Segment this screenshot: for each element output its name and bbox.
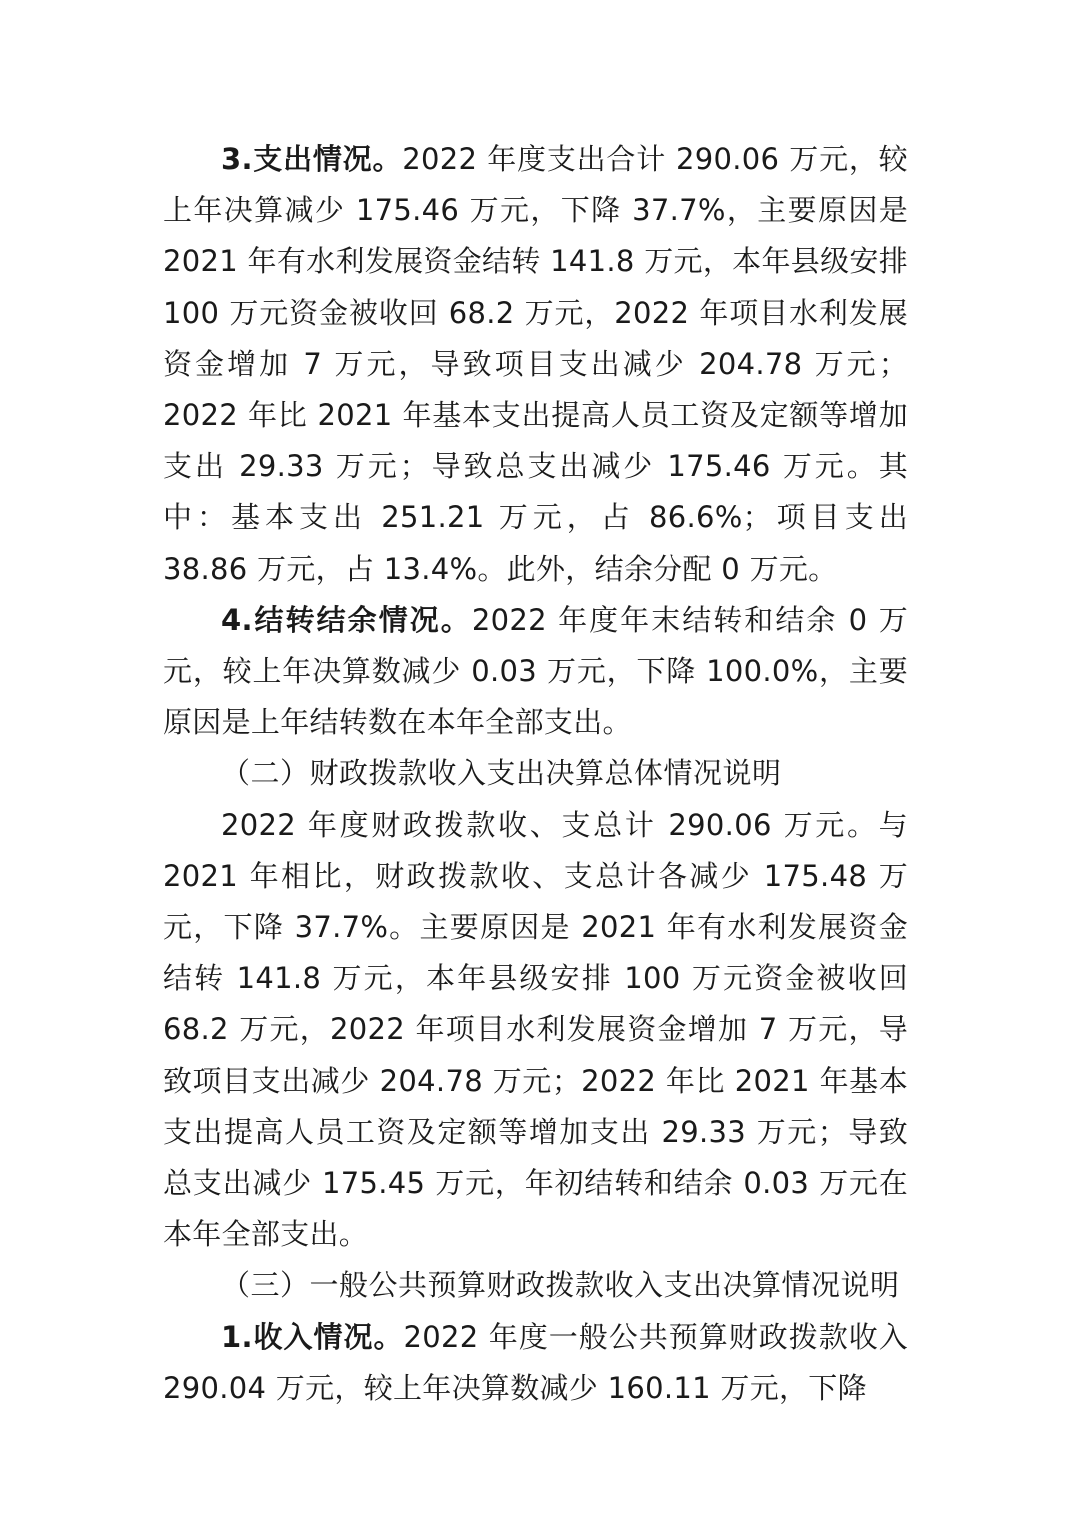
- section-heading-2: （二）财政拨款收入支出决算总体情况说明: [221, 756, 782, 791]
- paragraph-income: [163, 1312, 908, 1414]
- paragraph-carryover: [163, 595, 908, 749]
- paragraph-expenditure: [163, 134, 908, 595]
- income-lead: 1.收入情况。: [221, 1319, 404, 1354]
- carryover-text: 2022 年度年末结转和结余 0 万元，较上年决算数减少 0.03 万元，下降 100.0%，主要原因是上年结转数在本年全部支出。: [163, 602, 908, 740]
- expenditure-text: 2022 年度支出合计 290.06 万元，较上年决算减少 175.46 万元，下降 37.7%，主要原因是 2021 年有水利发展资金结转 141.8 万元，本年县级安排 100 万元资金被收回 68.2 万元，2022 年项目水利发展资金增加 7 万元，导致项目支出减少 204.78 万元；2022 年比 2021 年基本支出提高人员工资及定额等增加支出 29.33 万元；导致总支出减少 175.46 万元。其中：基本支出 251.21 万元，占 86.6%；项目支出 38.86 万元，占 13.4%。此外，结余分配 0 万元。: [163, 142, 908, 586]
- income-text: 2022 年度一般公共预算财政拨款收入 290.04 万元，较上年决算数减少 160.11 万元，下降: [163, 1319, 908, 1405]
- carryover-lead: 4.结转结余情况。: [221, 602, 472, 637]
- expenditure-lead: 3.支出情况。: [221, 142, 403, 176]
- section-heading-3: （三）一般公共预算财政拨款收入支出决算情况说明: [221, 1268, 900, 1303]
- paragraph-fiscal-total: 2022 年度财政拨款收、支总计 290.06 万元。与 2021 年相比，财政拨款收、支总计各减少 175.48 万元，下降 37.7%。主要原因是 2021 年有水利发展资金结转 141.8 万元，本年县级安排 100 万元资金被收回 68.2 万元，2022 年项目水利发展资金增加 7 万元，导致项目支出减少 204.78 万元；2022 年比 2021 年基本支出提高人员工资及定额等增加支出 29.33 万元；导致总支出减少 175.45 万元，年初结转和结余 0.03 万元在本年全部支出。: [163, 807, 908, 1252]
- document-body: [163, 134, 908, 1414]
